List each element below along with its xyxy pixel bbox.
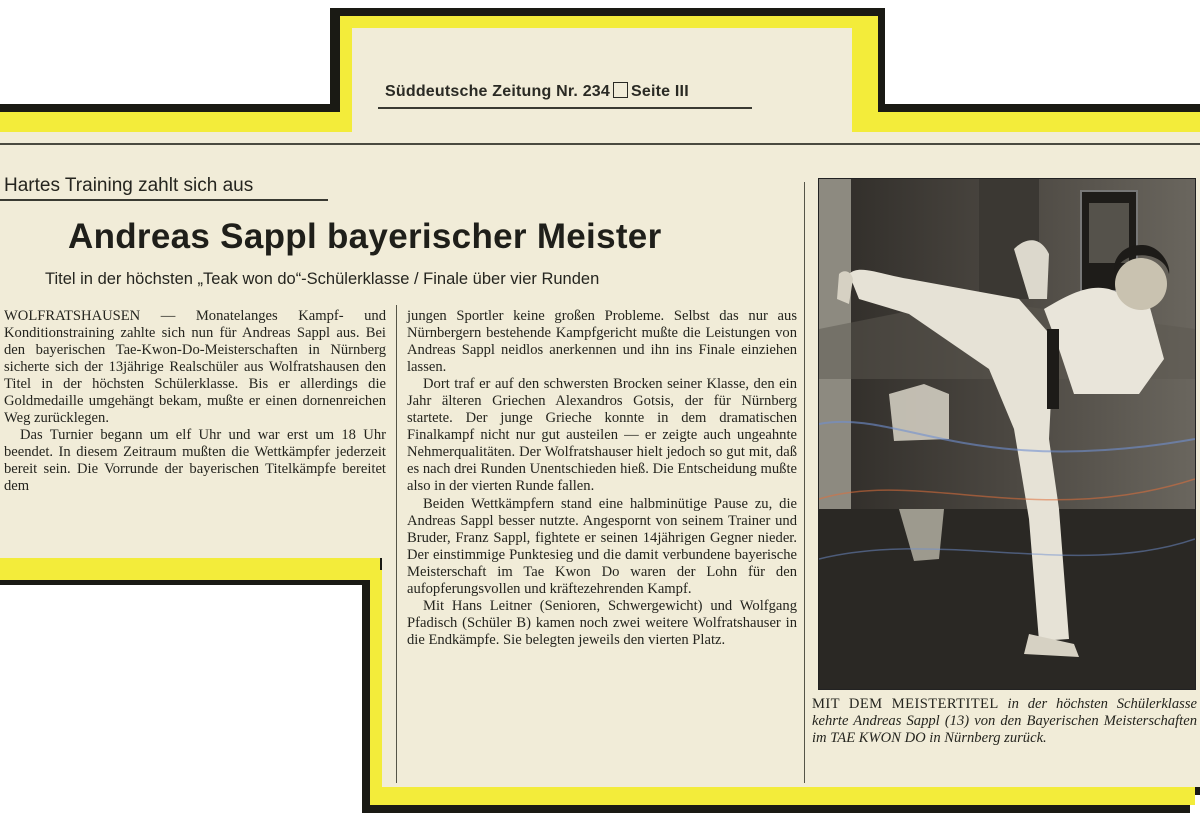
page-rule [0,143,1200,145]
article-subheadline: Titel in der höchsten „Teak won do“-Schülerklasse / Finale über vier Runden [45,270,600,288]
photo-caption [812,696,1197,747]
separator-box-icon [613,82,628,98]
article-column-1 [4,308,386,496]
caption-text: in der höchsten Schülerklasse kehrte Andreas Sappl (13) von den Bayerischen Meisterschaften im TAE KWON DO in Nürnberg zurück. [812,696,1197,747]
caption-lead: MIT DEM MEISTERTITEL [812,696,999,712]
paragraph: WOLFRATSHAUSEN — Monatelanges Kampf- und Konditionstraining zahlte sich nun für Andreas Sappl aus. Bei den bayerischen Tae-Kwon-Do-Meisterschaften in Nürnberg sicherte sich der 13jährige Realschüler aus Wolfratshausen den Titel in der höchsten Schülerklasse. Bis er allerdings die Goldmedaille umgehängt bekam, mußte er einen dornenreichen Weg zurücklegen. [4,308,386,427]
paragraph: Beiden Wettkämpfern stand eine halbminütige Pause zu, die Andreas Sappl besser nutzte. Angespornt von seinem Trainer und Bruder, Franz Sappl, fightete er seinen 14jährigen Gegner nieder. Der einstimmige Punktesieg und die damit verbundene bayerische Meisterschaft im Tae Kwon Do waren der Lohn für den aufopferungsvollen und kräftezehrenden Kampf. [407,495,797,597]
article-headline: Andreas Sappl bayerischer Meister [68,217,662,256]
article-column-2 [407,308,797,649]
kicker-rule [0,199,328,201]
highlight-band [0,556,380,580]
cutout-top-right [885,0,1200,104]
masthead-paper-name: Süddeutsche Zeitung Nr. 234 [385,83,611,100]
masthead-page: Seite III [631,83,689,100]
paragraph: Das Turnier begann um elf Uhr und war erst um 18 Uhr beendet. In diesem Zeitraum mußten die Wettkämpfer jederzeit bereit sein. Die Vorrunde der bayerischen Titelkämpfe bereitet dem [4,427,386,495]
column-rule [804,182,805,783]
paragraph: Mit Hans Leitner (Senioren, Schwergewicht) und Wolfgang Pfadisch (Schüler B) kamen noch zwei weitere Wolfratshauser in die Endkämpfe. Sie belegten jeweils den vierten Platz. [407,597,797,648]
article-photo [818,178,1196,690]
highlight-band [370,570,382,805]
masthead [385,82,753,101]
cutout-top-center [330,0,885,8]
article-kicker: Hartes Training zahlt sich aus [4,175,254,196]
masthead-rule [378,107,752,109]
paragraph: jungen Sportler keine großen Probleme. Selbst das nur aus Nürnbergern bestehende Kampfgericht mußte die Leistungen von Andreas Sappl neidlos anerkennen und ihn ins Finale einziehen lassen. [407,308,797,376]
cutout-bottom-left [0,585,362,813]
cutout-top-left [0,0,330,104]
column-rule [396,305,397,783]
highlight-band [370,785,1195,805]
paragraph: Dort traf er auf den schwersten Brocken seiner Klasse, den ein Jahr älteren Griechen Alexandros Gotsis, der für Nürnberg startete. Der junge Grieche konnte in dem dramatischen Finalkampf nicht nur gut austeilen — er zeigte auch ungeahnte Nehmerqualitäten. Der Wolfratshauser hielt jedoch so gut mit, daß es nach drei Runden Unentschieden hieß. Die Entscheidung mußte also in der vierten Runde fallen. [407,376,797,495]
